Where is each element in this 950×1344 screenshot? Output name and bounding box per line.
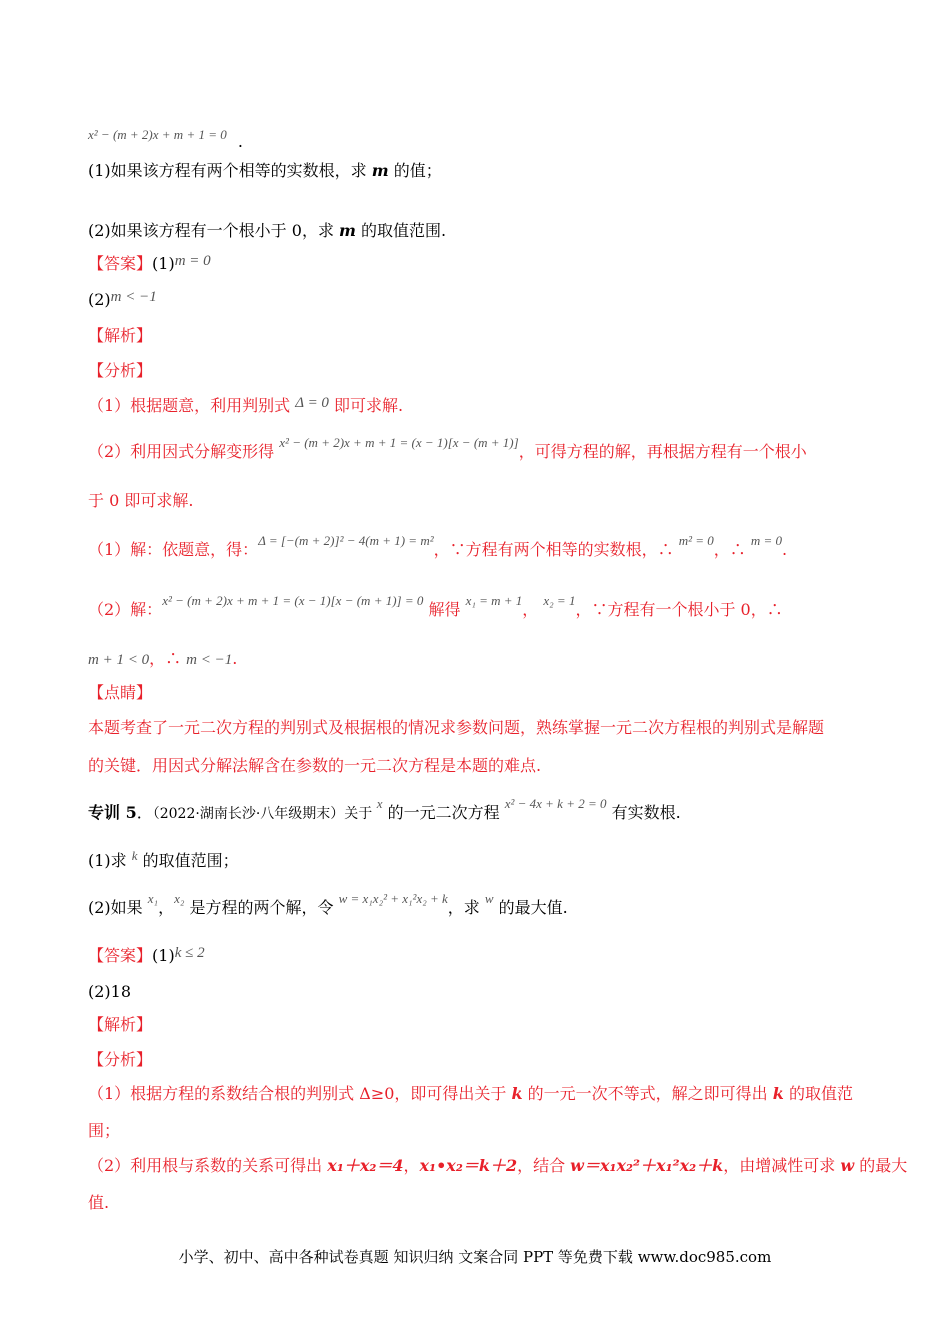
sub-number: (1)	[88, 161, 111, 180]
variable: x₁	[147, 891, 159, 906]
solution-text: .	[782, 540, 788, 559]
sub-text: ，	[158, 898, 175, 917]
analysis-5-2	[88, 1156, 907, 1176]
variable: x₂	[174, 891, 185, 906]
answer-number: (1)	[152, 254, 175, 273]
analysis-math: x₁•x₂＝k＋2	[419, 1156, 518, 1175]
analysis-text: 的一元一次不等式，解之即可得出	[522, 1084, 773, 1103]
solution-1	[88, 533, 788, 561]
question-math: w = x₁x₂² + x₁²x₂ + k	[338, 891, 448, 906]
solution-text: ，∴	[149, 649, 187, 668]
solution-text: ，∵方程有一个根小于 0，∴	[575, 600, 783, 619]
sub-text: 如果该方程有一个根小于 0，求	[110, 221, 340, 240]
solution-3	[88, 649, 237, 670]
sub-text: 是方程的两个解，令	[184, 898, 339, 917]
analysis-math: x² − (m + 2)x + m + 1 = (x − 1)[x − (m + 1)]	[279, 435, 519, 450]
solution-math: x₁ = m + 1	[465, 593, 523, 608]
analysis-text: 即可求解.	[328, 396, 404, 415]
analysis-text: ，可得方程的解，再根据方程有一个根小	[518, 442, 807, 461]
jiexi-heading-2: 【解析】	[88, 1015, 153, 1034]
solution-math: x² − (m + 2)x + m + 1 = (x − 1)[x − (m + 1)] = 0	[162, 593, 424, 608]
analysis-text: （2）利用因式分解变形得	[88, 442, 280, 461]
question-text: 的一元二次方程	[382, 803, 505, 822]
sub-question-1	[88, 161, 442, 181]
solution-text: 解得	[423, 600, 466, 619]
answer-1	[88, 254, 211, 275]
analysis-2-cont: 于 0 即可求解.	[88, 491, 194, 510]
question-dot: .	[237, 132, 243, 151]
solution-text: ，∴	[713, 540, 751, 559]
variable: k	[131, 848, 138, 863]
sub-question-2	[88, 221, 446, 241]
analysis-text: 的取值范	[783, 1084, 853, 1103]
sub-text: ，求	[447, 898, 485, 917]
comment-line-2: 的关键．用因式分解法解含在参数的一元二次方程是本题的难点.	[88, 756, 542, 775]
analysis-1	[88, 396, 403, 417]
question-5	[88, 796, 681, 824]
analysis-text: （1）根据题意，利用判别式	[88, 396, 296, 415]
analysis-5-1-cont: 围；	[88, 1121, 121, 1140]
answer-math: m = 0	[174, 253, 211, 269]
solution-text: .	[232, 649, 238, 668]
question-text: 有实数根.	[606, 803, 681, 822]
page-footer: 小学、初中、高中各种试卷真题 知识归纳 文案合同 PPT 等免费下载 www.doc985.com	[178, 1248, 772, 1266]
analysis-math: Δ = 0	[295, 395, 329, 411]
analysis-math: x₁＋x₂＝4	[327, 1156, 404, 1175]
analysis-text: （2）利用根与系数的关系可得出	[88, 1156, 328, 1175]
analysis-math: w＝x₁x₂²＋x₁²x₂＋k	[570, 1156, 724, 1175]
sub-text: 如果	[110, 898, 148, 917]
jiexi-heading-1: 【解析】	[88, 326, 153, 345]
sub-text: 如果该方程有两个相等的实数根，求	[110, 161, 372, 180]
question-label: 专训 5	[88, 803, 137, 822]
variable: k	[511, 1084, 523, 1103]
analysis-text: 的最大	[854, 1156, 908, 1175]
answer-math: m < −1	[110, 289, 157, 305]
question-math: x² − 4x + k + 2 = 0	[504, 796, 607, 811]
solution-math: m + 1 < 0	[88, 652, 150, 668]
question-equation-line	[88, 124, 243, 151]
variable: k	[772, 1084, 784, 1103]
answer-number: (2)	[88, 290, 111, 309]
dianjing-heading: 【点睛】	[88, 683, 153, 702]
comment-line-1: 本题考查了一元二次方程的判别式及根据根的情况求参数问题，熟练掌握一元二次方程根的判别式是解题	[88, 718, 825, 737]
variable: m	[339, 221, 356, 240]
sub-text: 求	[110, 851, 132, 870]
solution-text: ，	[522, 600, 544, 619]
variable: w	[840, 1156, 855, 1175]
answer-number: (1)	[152, 946, 175, 965]
solution-math: m = 0	[750, 533, 783, 548]
analysis-text: ，结合	[517, 1156, 571, 1175]
solution-math: m² = 0	[678, 533, 714, 548]
question-5-part-2	[88, 891, 568, 919]
sub-number: (2)	[88, 221, 111, 240]
analysis-text: （1）根据方程的系数结合根的判别式 Δ≥0，即可得出关于	[88, 1084, 512, 1103]
analysis-text: ，由增减性可求	[723, 1156, 841, 1175]
sub-number: (1)	[88, 851, 111, 870]
answer-math: k ≤ 2	[174, 945, 205, 961]
variable: w	[484, 891, 494, 906]
sub-text: 的最大值.	[493, 898, 568, 917]
solution-2	[88, 593, 783, 621]
solution-math: Δ = [−(m + 2)]² − 4(m + 1) = m²	[258, 533, 434, 548]
answer-tag: 【答案】	[88, 254, 153, 273]
analysis-5-1	[88, 1084, 853, 1104]
solution-math: m < −1	[186, 652, 233, 668]
fenxi-heading-1: 【分析】	[88, 361, 153, 380]
analysis-5-2-cont: 值.	[88, 1193, 110, 1212]
analysis-2	[88, 435, 807, 463]
question-5-part-1	[88, 848, 239, 872]
analysis-text: ，	[403, 1156, 420, 1175]
fenxi-heading-2: 【分析】	[88, 1050, 153, 1069]
answer-5-1	[88, 946, 205, 967]
sub-text: 的值；	[388, 161, 442, 180]
solution-text: （2）解：	[88, 600, 163, 619]
question-equation: x² − (m + 2)x + m + 1 = 0	[88, 127, 227, 142]
variable: x	[376, 796, 383, 811]
sub-text: 的取值范围.	[355, 221, 447, 240]
answer-2	[88, 290, 157, 311]
answer-5-2: (2)18	[88, 982, 132, 1001]
sub-text: 的取值范围；	[137, 851, 239, 870]
answer-tag: 【答案】	[88, 946, 153, 965]
variable: m	[371, 161, 389, 180]
question-source: （2022·湖南长沙·八年级期末）关于	[152, 806, 377, 822]
solution-text: （1）解：依题意，得：	[88, 540, 259, 559]
solution-text: ，∵方程有两个相等的实数根，∴	[433, 540, 679, 559]
solution-math: x₂ = 1	[543, 593, 576, 608]
sub-number: (2)	[88, 898, 111, 917]
question-label-dot: ．	[136, 803, 153, 822]
